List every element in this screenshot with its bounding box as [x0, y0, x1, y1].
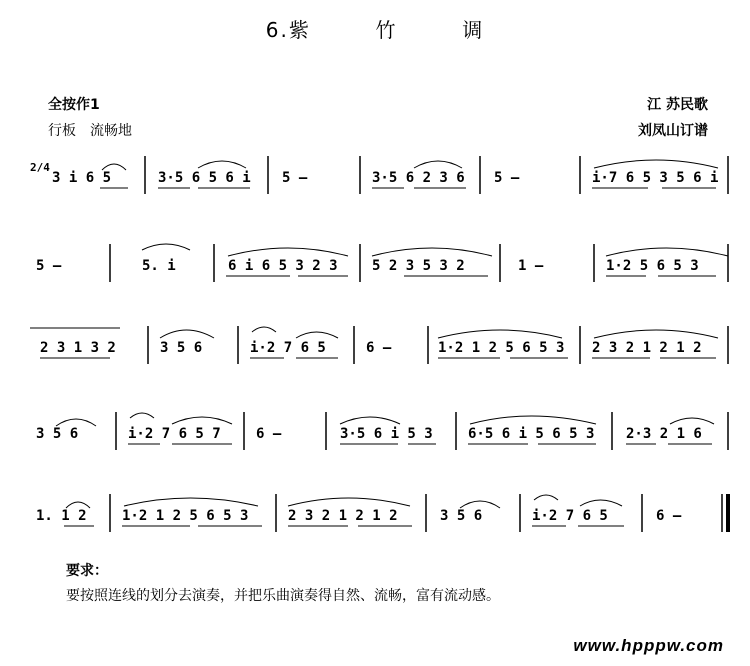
measure-1-4: 3·5 6 2 3 6: [372, 170, 465, 186]
measure-4-5: 6·5 6 i 5 6 5 3: [468, 426, 595, 442]
measure-1-6: i·7 6 5 3 5 6 i: [592, 170, 719, 186]
measure-2-3: 6 i 6 5 3 2 3: [228, 258, 338, 274]
measure-1-1: 3 i 6 5: [52, 170, 112, 186]
measure-2-6: 1·2 5 6 5 3: [606, 258, 699, 274]
measure-3-5: 1·2 1 2 5 6 5 3: [438, 340, 565, 356]
fingering-label: 全按作1: [48, 97, 100, 113]
measure-2-5: 1 –: [518, 258, 544, 274]
requirements-heading: 要求：: [66, 563, 108, 579]
measure-1-2: 3·5 6 5 6 i: [158, 170, 251, 186]
title-char-3: 调: [462, 18, 485, 42]
measure-3-2: 3 5 6: [160, 340, 203, 356]
origin-label: 江 苏民歌: [647, 97, 708, 113]
measure-4-2: i·2 7 6 5 7: [128, 426, 221, 442]
measure-5-2: 1·2 1 2 5 6 5 3: [122, 508, 249, 524]
measure-2-1: 5 –: [36, 258, 62, 274]
measure-5-1: 1. 1 2: [36, 508, 87, 524]
tempo-label: 行板 流畅地: [48, 123, 132, 139]
title-number: 6.: [265, 18, 289, 42]
measure-5-3: 2 3 2 1 2 1 2: [288, 508, 398, 524]
title-char-1: 紫: [288, 18, 311, 42]
measure-4-1: 3 5 6: [36, 426, 79, 442]
arranger-label: 刘凤山订谱: [638, 123, 708, 139]
measure-2-4: 5 2 3 5 3 2: [372, 258, 465, 274]
measure-3-6: 2 3 2 1 2 1 2: [592, 340, 702, 356]
website-watermark: www.hpppw.com: [573, 636, 724, 655]
measure-3-1: 2 3 1 3 2: [40, 340, 116, 356]
measure-4-3: 6 –: [256, 426, 282, 442]
measure-3-4: 6 –: [366, 340, 392, 356]
requirements-text: 要按照连线的划分去演奏，并把乐曲演奏得自然、流畅，富有流动感。: [66, 588, 500, 604]
time-signature: 2/4: [30, 161, 50, 174]
score-row-5: [0, 486, 750, 546]
measure-5-6: 6 –: [656, 508, 682, 524]
measure-4-6: 2·3 2 1 6: [626, 426, 702, 442]
measure-5-4: 3 5 6: [440, 508, 483, 524]
measure-3-3: i·2 7 6 5: [250, 340, 326, 356]
score-row-4: [0, 404, 750, 464]
title-char-2: 竹: [375, 18, 398, 42]
measure-1-5: 5 –: [494, 170, 520, 186]
measure-4-4: 3·5 6 i 5 3: [340, 426, 433, 442]
measure-1-3: 5 –: [282, 170, 308, 186]
measure-5-5: i·2 7 6 5: [532, 508, 608, 524]
measure-2-2: 5. i: [142, 258, 176, 274]
score-row-2: [0, 236, 750, 296]
score-row-3: [0, 318, 750, 378]
score-title: [0, 14, 750, 43]
score-row-1: [0, 148, 750, 208]
